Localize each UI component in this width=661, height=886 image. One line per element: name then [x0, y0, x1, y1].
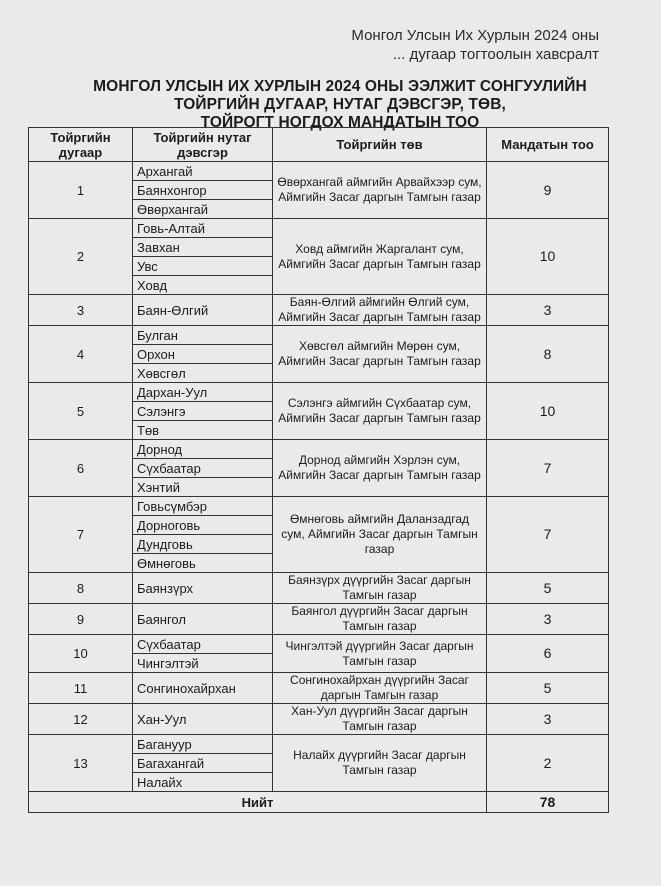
table-row	[29, 573, 609, 604]
district-number: 12	[29, 704, 133, 735]
total-row	[29, 792, 609, 813]
table-row	[29, 219, 609, 238]
district-area: Баянхонгор	[133, 181, 273, 200]
district-mandates: 2	[487, 735, 609, 792]
district-area: Сонгинохайрхан	[133, 673, 273, 704]
table-row	[29, 383, 609, 402]
district-area: Увс	[133, 257, 273, 276]
district-center: Сэлэнгэ аймгийн Сүхбаатар сум, Аймгийн Засаг даргын Тамгын газар	[273, 383, 487, 440]
district-area: Говьсүмбэр	[133, 497, 273, 516]
district-number: 11	[29, 673, 133, 704]
district-center: Хан-Уул дүүргийн Засаг даргын Тамгын газар	[273, 704, 487, 735]
district-mandates: 5	[487, 573, 609, 604]
district-area: Төв	[133, 421, 273, 440]
total-value: 78	[487, 792, 609, 813]
district-mandates: 3	[487, 704, 609, 735]
district-mandates: 7	[487, 440, 609, 497]
district-mandates: 9	[487, 162, 609, 219]
district-mandates: 3	[487, 604, 609, 635]
table-row	[29, 673, 609, 704]
district-mandates: 3	[487, 295, 609, 326]
district-center: Налайх дүүргийн Засаг даргын Тамгын газар	[273, 735, 487, 792]
district-number: 8	[29, 573, 133, 604]
district-area: Хөвсгөл	[133, 364, 273, 383]
district-mandates: 6	[487, 635, 609, 673]
district-center: Чингэлтэй дүүргийн Засаг даргын Тамгын газар	[273, 635, 487, 673]
district-area: Ховд	[133, 276, 273, 295]
district-area: Сүхбаатар	[133, 635, 273, 654]
district-number: 2	[29, 219, 133, 295]
district-center: Баянзүрх дүүргийн Засаг даргын Тамгын газар	[273, 573, 487, 604]
district-area: Багахангай	[133, 754, 273, 773]
district-mandates: 5	[487, 673, 609, 704]
district-area: Завхан	[133, 238, 273, 257]
district-number: 6	[29, 440, 133, 497]
column-header-mandates: Мандатын тоо	[487, 128, 609, 162]
district-mandates: 10	[487, 219, 609, 295]
district-area: Өмнөговь	[133, 554, 273, 573]
district-number: 4	[29, 326, 133, 383]
district-mandates: 8	[487, 326, 609, 383]
table-header-row	[29, 128, 609, 162]
district-area: Чингэлтэй	[133, 654, 273, 673]
district-number: 9	[29, 604, 133, 635]
header-line-1: Монгол Улсын Их Хурлын 2024 оны	[351, 27, 599, 44]
district-number: 5	[29, 383, 133, 440]
table-row	[29, 604, 609, 635]
title-line-1: МОНГОЛ УЛСЫН ИХ ХУРЛЫН 2024 ОНЫ ЭЭЛЖИТ СОНГУУЛИЙН	[93, 78, 587, 95]
district-center: Дорнод аймгийн Хэрлэн сум, Аймгийн Засаг даргын Тамгын газар	[273, 440, 487, 497]
table-row	[29, 735, 609, 754]
district-area: Өвөрхангай	[133, 200, 273, 219]
column-header-territory: Тойргийн нутаг дэвсгэр	[133, 128, 273, 162]
district-area: Дархан-Уул	[133, 383, 273, 402]
column-header-number: Тойргийн дугаар	[29, 128, 133, 162]
district-center: Баян-Өлгий аймгийн Өлгий сум, Аймгийн Засаг даргын Тамгын газар	[273, 295, 487, 326]
table-row	[29, 635, 609, 654]
district-area: Хан-Уул	[133, 704, 273, 735]
district-area: Дундговь	[133, 535, 273, 554]
document-title	[40, 78, 640, 132]
district-area: Сэлэнгэ	[133, 402, 273, 421]
district-area: Говь-Алтай	[133, 219, 273, 238]
district-area: Дорноговь	[133, 516, 273, 535]
district-mandates: 10	[487, 383, 609, 440]
district-area: Архангай	[133, 162, 273, 181]
district-area: Дорнод	[133, 440, 273, 459]
district-center: Өвөрхангай аймгийн Арвайхээр сум, Аймгийн Засаг даргын Тамгын газар	[273, 162, 487, 219]
district-area: Багануур	[133, 735, 273, 754]
district-center: Өмнөговь аймгийн Даланзадгад сум, Аймгийн Засаг даргын Тамгын газар	[273, 497, 487, 573]
district-center: Баянгол дүүргийн Засаг даргын Тамгын газар	[273, 604, 487, 635]
table-row	[29, 704, 609, 735]
table-row	[29, 326, 609, 345]
title-line-3: ТОЙРОГТ НОГДОХ МАНДАТЫН ТОО	[200, 114, 480, 131]
district-area: Баянзүрх	[133, 573, 273, 604]
header-line-2: ... дугаар тогтоолын хавсралт	[392, 46, 599, 63]
district-number: 1	[29, 162, 133, 219]
district-number: 13	[29, 735, 133, 792]
district-area: Налайх	[133, 773, 273, 792]
district-area: Сүхбаатар	[133, 459, 273, 478]
districts-table	[28, 127, 609, 813]
title-line-2: ТОЙРГИЙН ДУГААР, НУТАГ ДЭВСГЭР, ТӨВ,	[174, 96, 506, 113]
districts-body	[29, 162, 609, 792]
district-number: 7	[29, 497, 133, 573]
district-mandates: 7	[487, 497, 609, 573]
appendix-header	[351, 26, 599, 64]
district-center: Хөвсгөл аймгийн Мөрөн сум, Аймгийн Засаг даргын Тамгын газар	[273, 326, 487, 383]
district-area: Хэнтий	[133, 478, 273, 497]
total-label: Нийт	[29, 792, 487, 813]
district-number: 3	[29, 295, 133, 326]
column-header-center: Тойргийн төв	[273, 128, 487, 162]
table-row	[29, 440, 609, 459]
district-area: Орхон	[133, 345, 273, 364]
table-row	[29, 295, 609, 326]
district-area: Баянгол	[133, 604, 273, 635]
district-area: Баян-Өлгий	[133, 295, 273, 326]
district-center: Сонгинохайрхан дүүргийн Засаг даргын Тамгын газар	[273, 673, 487, 704]
table-row	[29, 497, 609, 516]
table-row	[29, 162, 609, 181]
district-number: 10	[29, 635, 133, 673]
district-center: Ховд аймгийн Жаргалант сум, Аймгийн Засаг даргын Тамгын газар	[273, 219, 487, 295]
district-area: Булган	[133, 326, 273, 345]
